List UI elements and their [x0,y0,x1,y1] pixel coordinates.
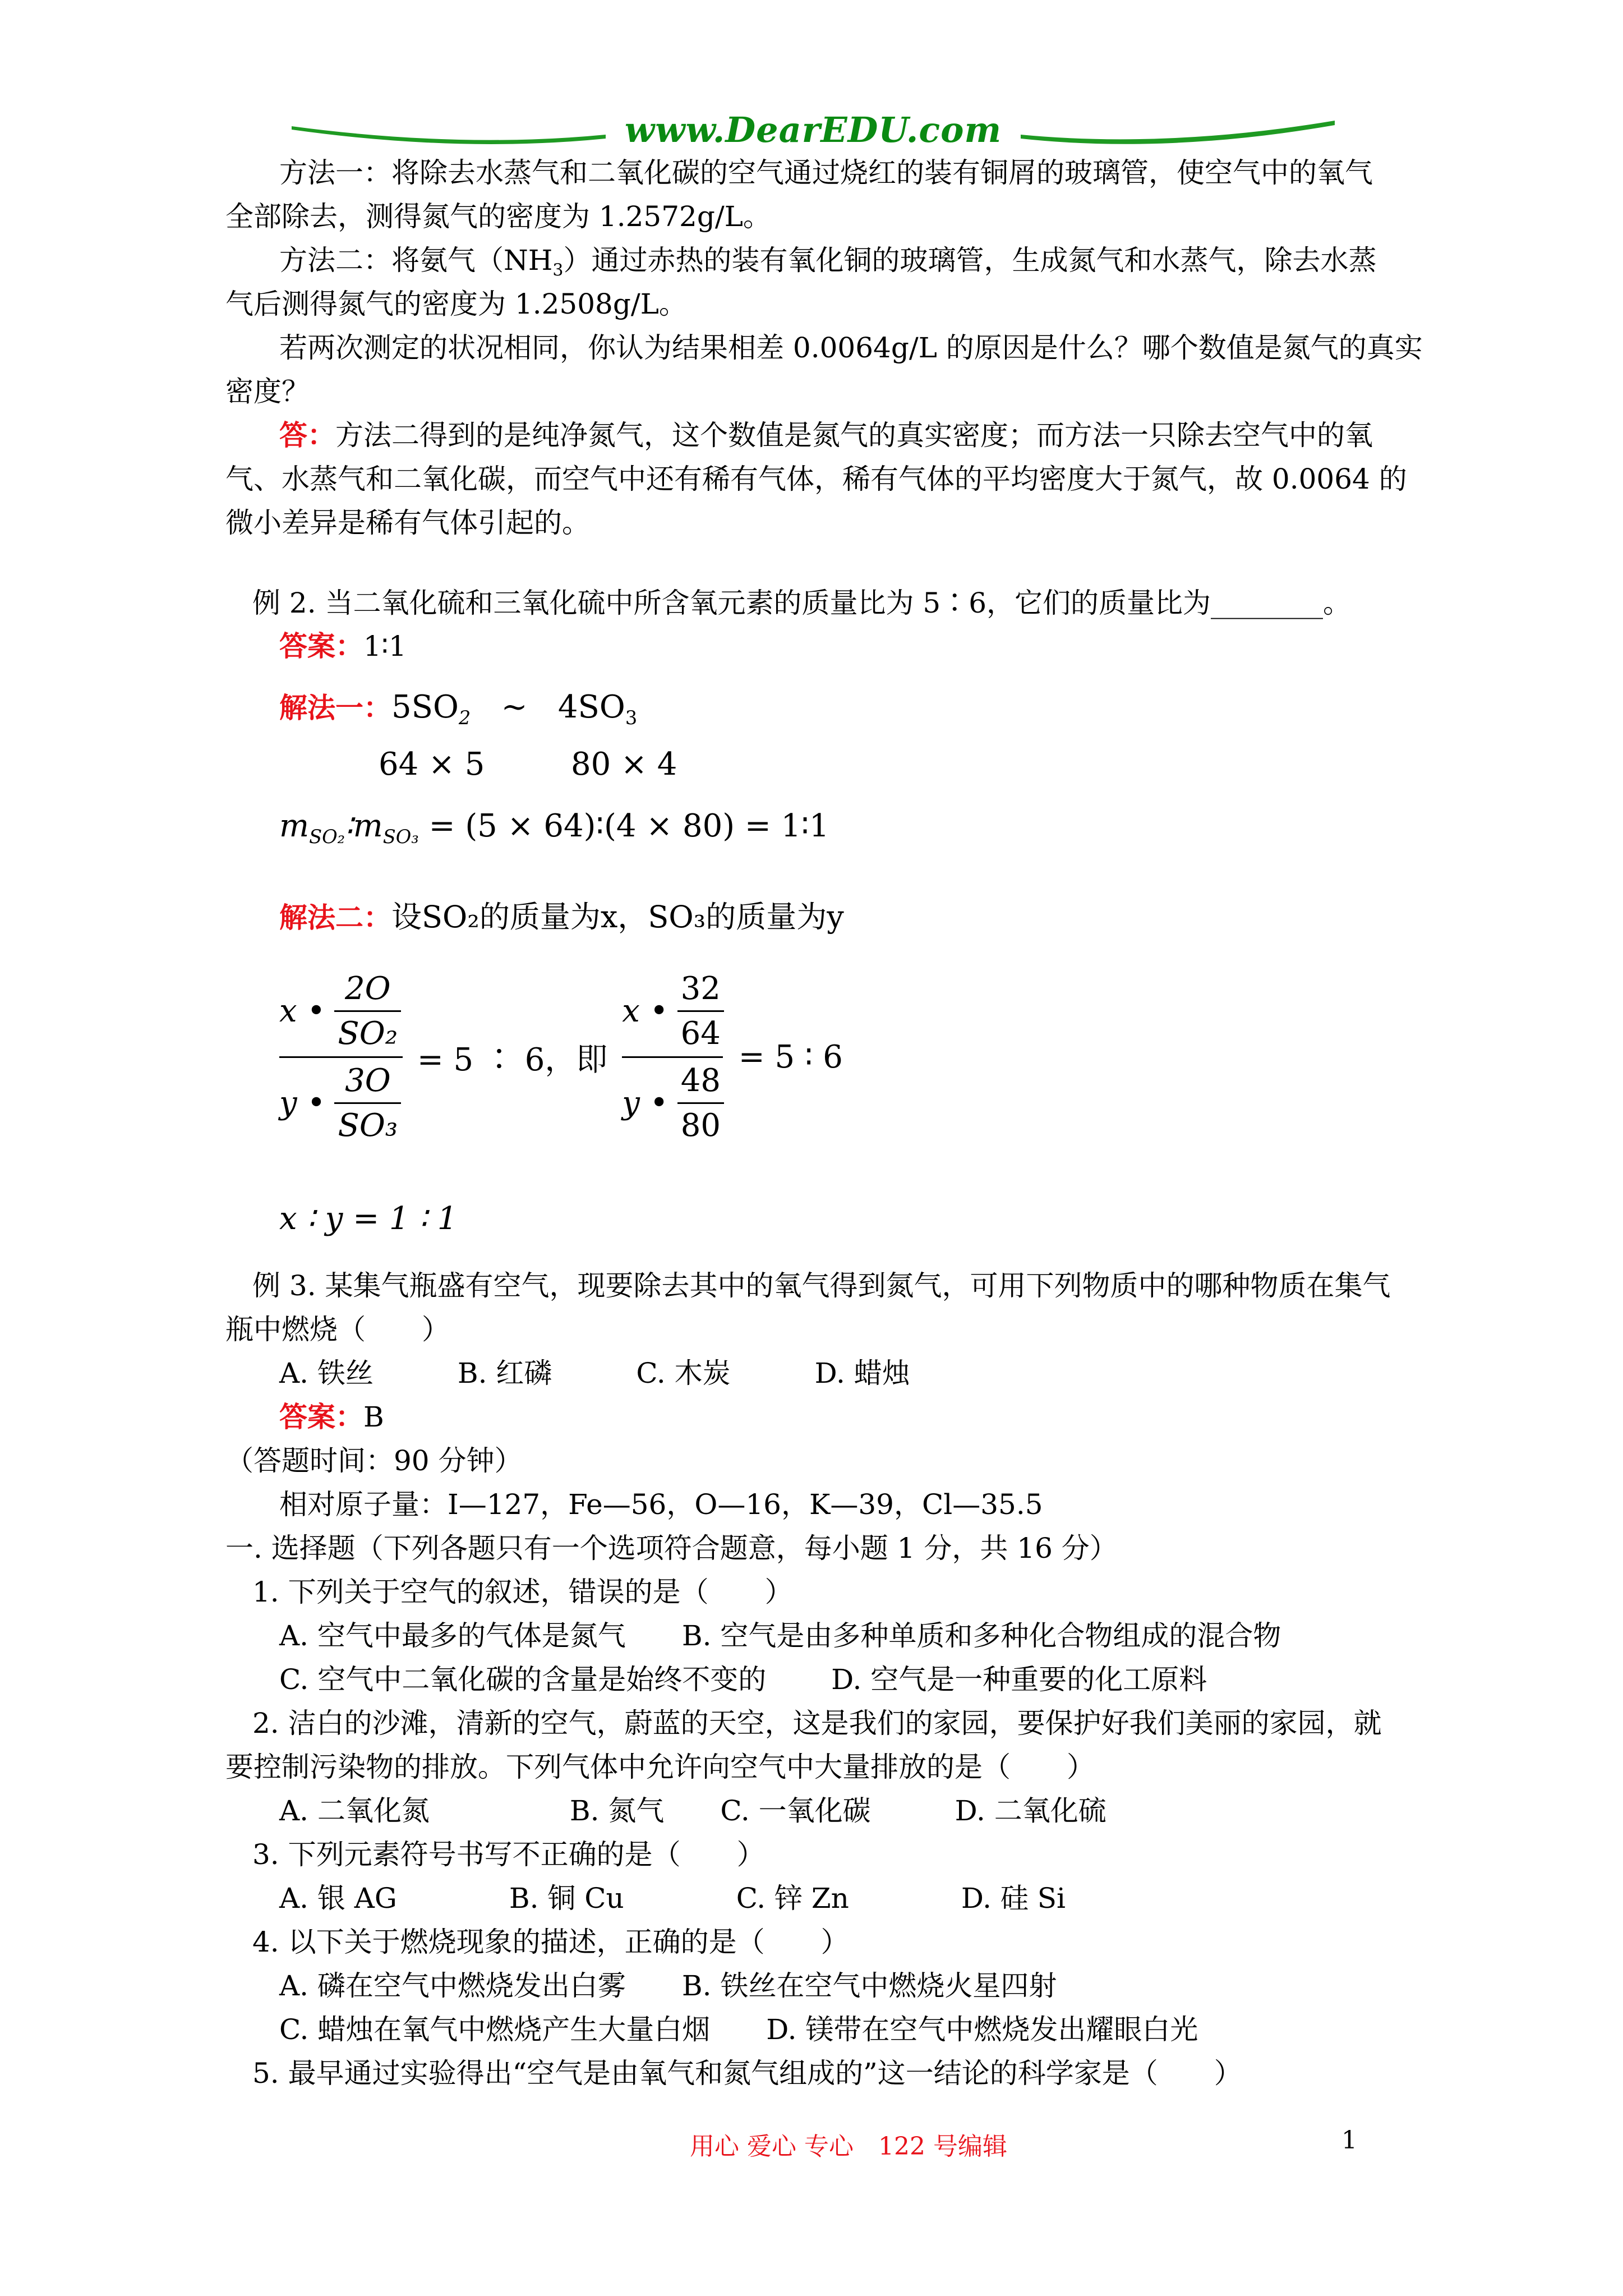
method1-row1: 解法一：$5SO_2$ ~ $4SO_3$ [279,689,638,729]
page-number: 1 [1341,2126,1357,2155]
question-1-options: A. 空气中最多的气体是氮气 B. 空气是由多种单质和多种化合物组成的混合物 [279,1619,1281,1652]
method2-result: x ∶ y = 1 ∶ 1 [279,1200,458,1237]
footer-text: 用心 爱心 专心 122 号编辑 [690,2132,1007,2161]
question-2: 2. 洁白的沙滩，清新的空气，蔚蓝的天空，这是我们的家园，要保护好我们美丽的家园，就 [252,1707,1382,1740]
example3-question-cont: 瓶中燃烧（ ） [225,1313,450,1346]
test-time: （答题时间：90 分钟） [225,1444,523,1477]
answer-line: 气、水蒸气和二氧化碳，而空气中还有稀有气体，稀有气体的平均密度大于氮气，故 0.0064 的 [225,463,1407,495]
paragraph-line: 全部除去，测得氮气的密度为 1.2572g/L。 [225,200,771,233]
answer-line: 微小差异是稀有气体引起的。 [225,507,590,539]
question-2-options: A. 二氧化氮 B. 氮气 C. 一氧化碳 D. 二氧化硫 [279,1795,1106,1827]
example2-answer: 答案：1∶1 [279,629,407,662]
paragraph-line: 气后测得氮气的密度为 1.2508g/L。 [225,288,687,320]
header-logo [292,109,1335,160]
question-4-options: C. 蜡烛在氧气中燃烧产生大量白烟 D. 镁带在空气中燃烧发出耀眼白光 [279,2013,1198,2046]
answer-line: 答：方法二得到的是纯净氮气，这个数值是氮气的真实密度；而方法一只除去空气中的氧 [279,418,1373,452]
question-1: 1. 下列关于空气的叙述，错误的是（ ） [252,1576,793,1608]
example2-question: 例 2. 当二氧化硫和三氧化硫中所含氧元素的质量比为 5∶6，它们的质量比为________。 [252,587,1352,619]
question-1-options: C. 空气中二氧化碳的含量是始终不变的 D. 空气是一种重要的化工原料 [279,1663,1207,1696]
question-4-options: A. 磷在空气中燃烧发出白雾 B. 铁丝在空气中燃烧火星四射 [279,1970,1057,2002]
paragraph-line: 方法二：将氨气$(NH_3)$通过赤热的装有氧化铜的玻璃管，生成氮气和水蒸气，除去水蒸 [279,244,1377,280]
atomic-weights: 相对原子量：I—127，Fe—56，O—16，K—39，Cl—35.5 [279,1488,1043,1521]
compound-fraction-1: x • $\frac{2O}{\text{SO₂}}$ y • $\frac{3O}{\text{SO₃}}$ = 5 ∶ 6，即 x • $\frac{32}{64}$ y • $\frac{48}{80}$ = 5 ∶ 6 [279,970,843,1144]
method2-row: 解法二：设SO₂的质量为x，SO₃的质量为y [279,899,844,935]
paragraph-line: 若两次测定的状况相同，你认为结果相差 0.0064g/L 的原因是什么？哪个数值是氮气的真实 [279,332,1423,364]
example3-answer: 答案：B [279,1400,384,1433]
section-heading: 一. 选择题（下列各题只有一个选项符合题意，每小题 1 分，共 16 分） [225,1532,1118,1565]
method1-row2-right: 80 × 4 [571,746,677,783]
question-4: 4. 以下关于燃烧现象的描述，正确的是（ ） [252,1926,849,1958]
question-2-cont: 要控制污染物的排放。下列气体中允许向空气中大量排放的是（ ） [225,1751,1095,1783]
logo-text: www.DearEDU.com [624,109,1002,150]
method1-row2-left: 64 × 5 [379,746,485,783]
question-3: 3. 下列元素符号书写不正确的是（ ） [252,1838,765,1871]
example3-question: 例 3. 某集气瓶盛有空气，现要除去其中的氧气得到氮气，可用下列物质中的哪种物质在集气 [252,1269,1391,1302]
question-5: 5. 最早通过实验得出“空气是由氧气和氮气组成的”这一结论的科学家是（ ） [252,2057,1242,2090]
method1-equation: $m_{SO_2}∶m_{SO_3} = (5$ × 64)∶(4 × 80) = 1∶1 [279,808,829,848]
example3-options: A. 铁丝 B. 红磷 C. 木炭 D. 蜡烛 [279,1357,910,1389]
paragraph-line: 方法一：将除去水蒸气和二氧化碳的空气通过烧红的装有铜屑的玻璃管，使空气中的氧气 [279,157,1373,189]
paragraph-line: 密度？ [225,375,310,408]
answer-label: 答： [279,418,335,452]
question-3-options: A. 银 AG B. 铜 Cu C. 锌 Zn D. 硅 Si [279,1882,1066,1915]
